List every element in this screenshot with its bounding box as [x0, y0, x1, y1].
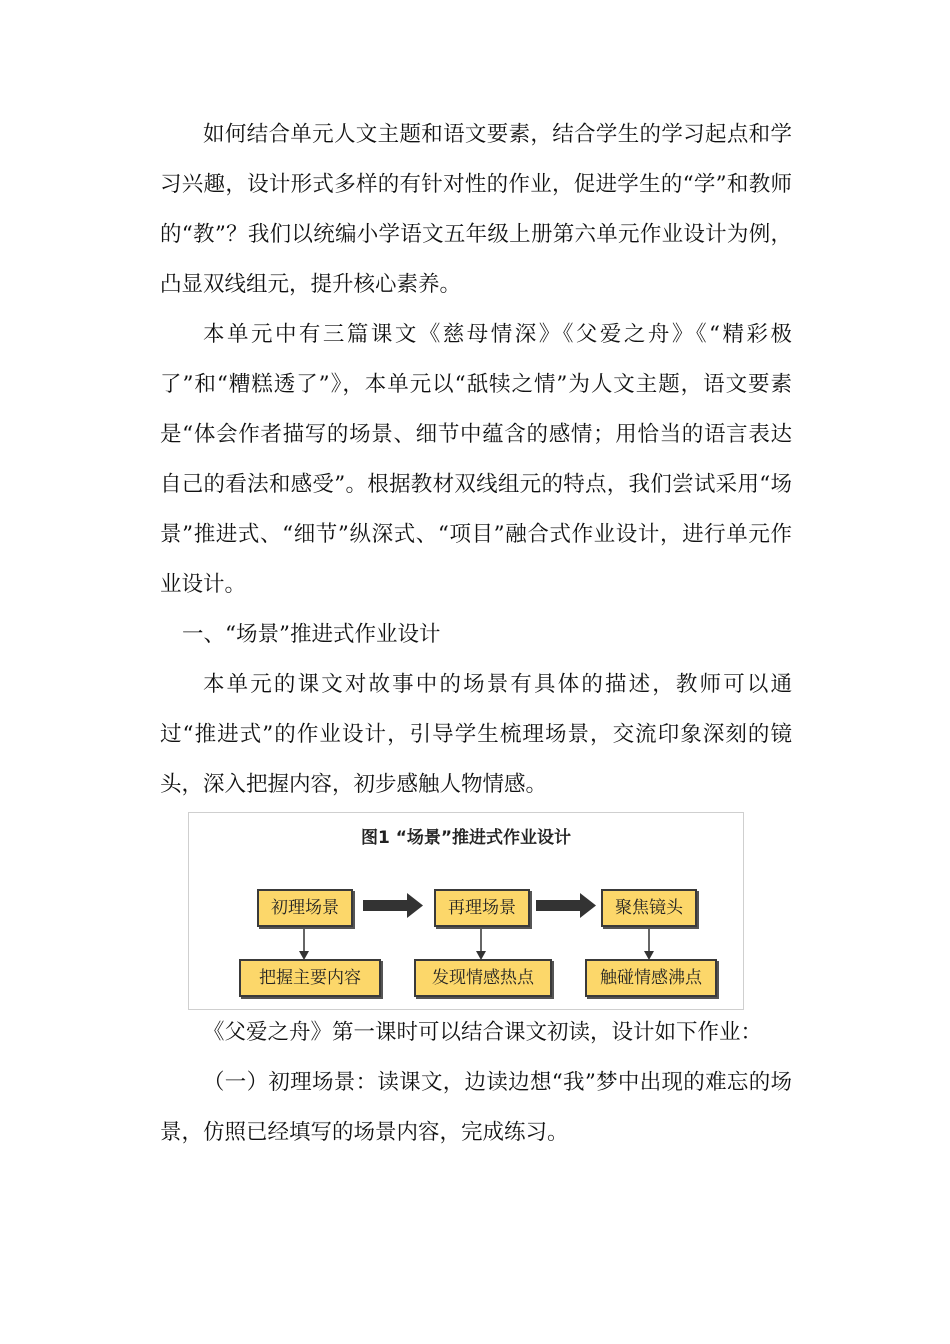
right-arrow-icon	[363, 893, 423, 918]
paragraph-exercise-one-text: （一）初理场景：读课文，边读边想“我”梦中出现的难忘的场景，仿照已经填写的场景内容，完成练习。	[160, 1070, 792, 1145]
flow-box-top-2: 再理场景	[434, 889, 530, 927]
paragraph-lesson-intro	[160, 1008, 792, 1058]
figure-title: 图1 “场景”推进式作业设计	[360, 828, 572, 848]
paragraph-intro	[160, 110, 792, 310]
paragraph-lesson-intro-text: 《父爱之舟》第一课时可以结合课文初读，设计如下作业：	[203, 1020, 763, 1045]
down-arrow-icon	[299, 925, 309, 960]
flow-box-bottom-2: 发现情感热点	[414, 959, 552, 997]
figure-scene-flowchart	[188, 812, 744, 1010]
right-arrow-icon	[536, 893, 596, 918]
paragraph-intro-text: 如何结合单元人文主题和语文要素，结合学生的学习起点和学习兴趣，设计形式多样的有针对性的作业，促进学生的“学”和教师的“教”？我们以统编小学语文五年级上册第六单元作业设计为例，凸显双线组元，提升核心素养。	[160, 122, 792, 297]
flow-box-top-1: 初理场景	[257, 889, 353, 927]
paragraph-scene-design	[160, 660, 792, 810]
paragraph-exercise-one	[160, 1058, 792, 1158]
paragraph-unit-overview	[160, 310, 792, 610]
paragraph-unit-overview-text: 本单元中有三篇课文《慈母情深》《父爱之舟》《“精彩极了”和“糟糕透了”》，本单元以“舐犊之情”为人文主题，语文要素是“体会作者描写的场景、细节中蕴含的感情；用恰当的语言表达自己的看法和感受”。根据教材双线组元的特点，我们尝试采用“场景”推进式、“细节”纵深式、“项目”融合式作业设计，进行单元作业设计。	[160, 322, 792, 597]
flow-box-bottom-1: 把握主要内容	[239, 959, 381, 997]
down-arrow-icon	[476, 925, 486, 960]
flow-box-bottom-3: 触碰情感沸点	[585, 959, 717, 997]
down-arrow-icon	[644, 925, 654, 960]
section-heading: 一、“场景”推进式作业设计	[182, 622, 441, 647]
paragraph-scene-design-text: 本单元的课文对故事中的场景有具体的描述，教师可以通过“推进式”的作业设计，引导学生梳理场景，交流印象深刻的镜头，深入把握内容，初步感触人物情感。	[160, 672, 792, 797]
flow-box-top-3: 聚焦镜头	[601, 889, 697, 927]
